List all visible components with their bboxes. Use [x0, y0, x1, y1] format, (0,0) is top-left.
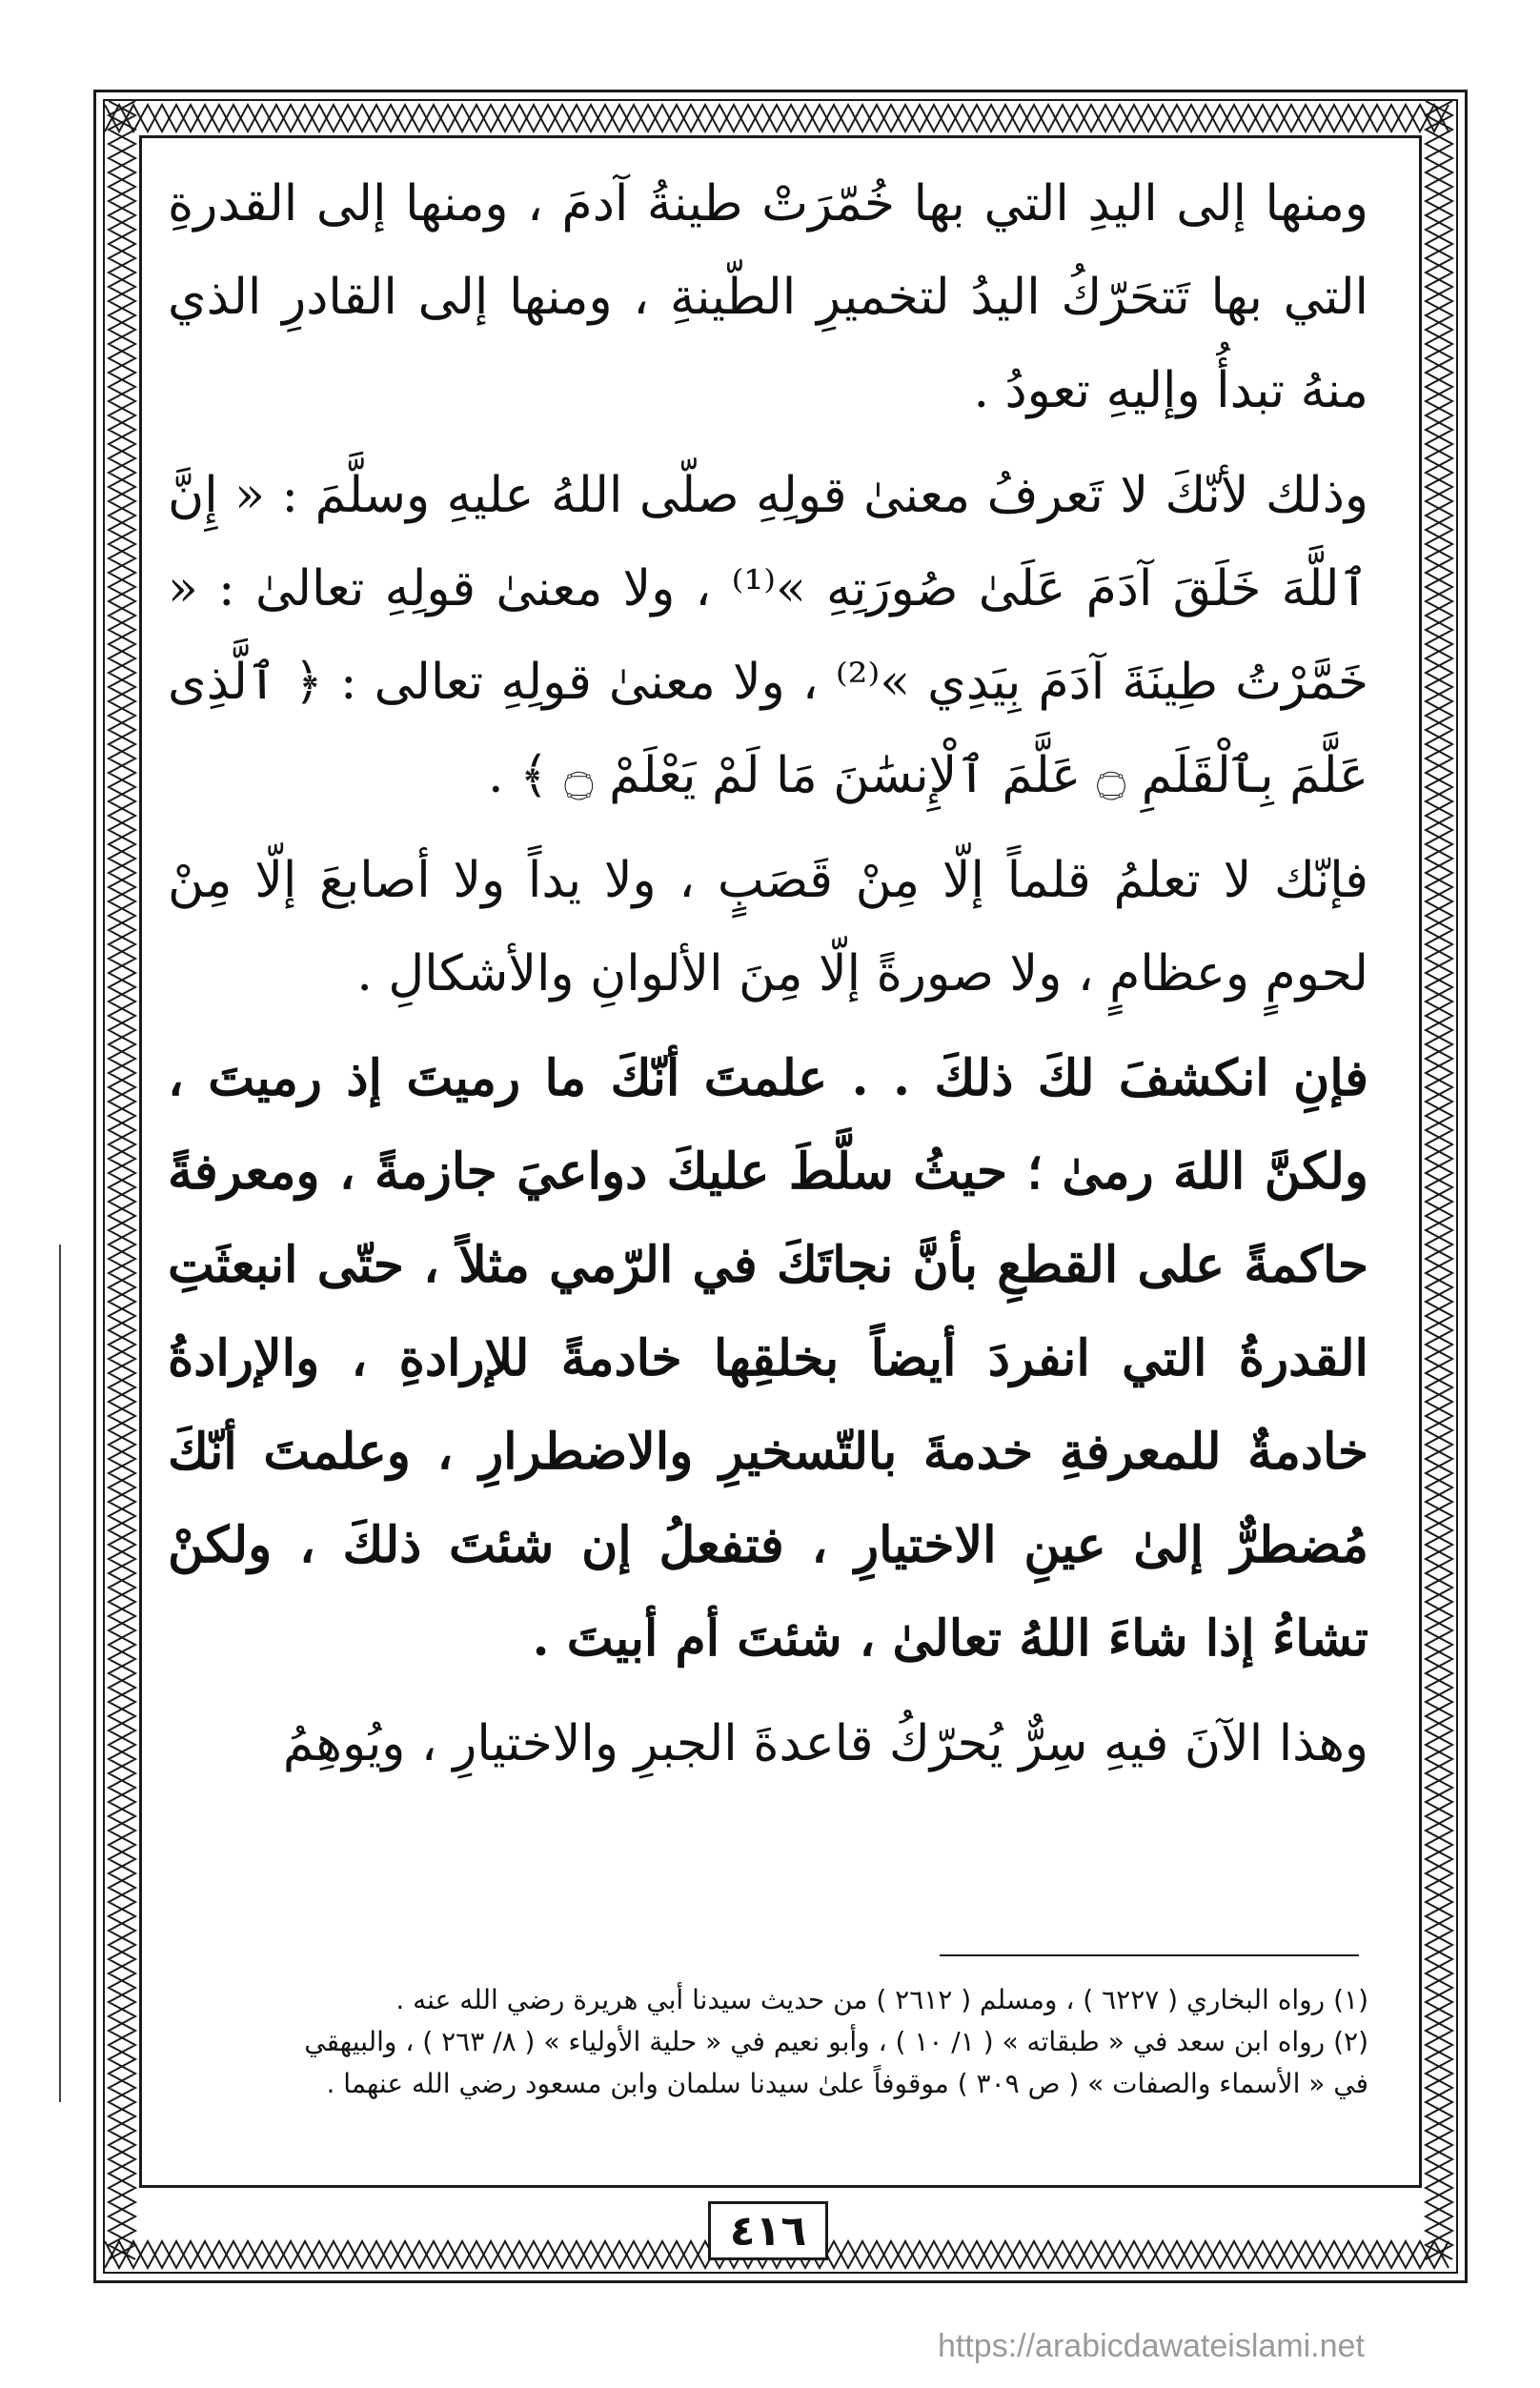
- main-text: [168, 157, 1368, 1802]
- footnote-separator: [940, 1954, 1359, 1956]
- paragraph-4: فإنِ انكشفَ لكَ ذلكَ . . علمتَ أنّكَ ما رميتَ إذ رميتَ ، ولكنَّ اللهَ رمىٰ ؛ حيثُ سلَّطَ عليكَ دواعيَ جازمةً ، ومعرفةً حاكمةً على القطعِ بأنَّ نجاتَكَ في الرّمي مثلاً ، حتّى انبعثَتِ القدرةُ التي انفردَ أيضاً بخلقِها خادمةً للإرادةِ ، والإرادةُ خادمةٌ للمعرفةِ خدمةَ بالتّسخيرِ والاضطرارِ ، وعلمتَ أنّكَ مُضطرٌّ إلىٰ عينِ الاختيارِ ، فتفعلُ إن شئتَ ذلكَ ، ولكنْ تشاءُ إذا شاءَ اللهُ تعالىٰ ، شئتَ أم أبيتَ .: [168, 1049, 1368, 1668]
- paragraph-2: وذلك لأنّكَ لا تَعرفُ معنىٰ قولِهِ صلّى اللهُ عليهِ وسلَّمَ : « إِنَّ ٱللَّهَ خَلَقَ آدَمَ عَلَىٰ صُورَتِهِ »⁽¹⁾ ، ولا معنىٰ قولِهِ تعالىٰ : « خَمَّرْتُ طِينَةَ آدَمَ بِيَدِي »⁽²⁾ ، ولا معنىٰ قولِهِ تعالى : ﴿ ٱلَّذِى عَلَّمَ بِٱلْقَلَمِ ۝ عَلَّمَ ٱلْإِنسَٰنَ مَا لَمْ يَعْلَمْ ۝ ﴾ .: [168, 467, 1369, 804]
- page-number: ٤١٦: [708, 2201, 828, 2260]
- paragraph-3: فإنّك لا تعلمُ قلماً إلّا مِنْ قَصَبٍ ، ولا يداً ولا أصابعَ إلّا مِنْ لحومٍ وعظامٍ ، ولا صورةً إلّا مِنَ الألوانِ والأشكالِ .: [168, 852, 1368, 1002]
- footnotes: [177, 1979, 1368, 2105]
- watermark-url: https://arabicdawateislami.net: [938, 2328, 1365, 2364]
- paragraph-1: ومنها إلى اليدِ التي بها خُمّرَتْ طينةُ آدمَ ، ومنها إلى القدرةِ التي بها تَتحَرّكُ اليدُ لتخميرِ الطّينةِ ، ومنها إلى القادرِ الذي منهُ تبدأُ وإليهِ تعودُ .: [168, 175, 1368, 419]
- footnote-3: في « الأسماء والصفات » ( ص ٣٠٩ ) موقوفاً علىٰ سيدنا سلمان وابن مسعود رضي الله عنهما .: [326, 2068, 1368, 2099]
- footnote-1: (١) رواه البخاري ( ٦٢٢٧ ) ، ومسلم ( ٢٦١٢ ) من حديث سيدنا أبي هريرة رضي الله عنه .: [395, 1984, 1368, 2015]
- scan-edge-line: [59, 1245, 61, 2102]
- footnote-2: (٢) رواه ابن سعد في « طبقاته » ( ١/ ١٠ ) ، وأبو نعيم في « حلية الأولياء » ( ٨/ ٢٦٣ ) ، والبيهقي: [304, 2026, 1368, 2057]
- paragraph-5: وهذا الآنَ فيهِ سِرٌّ يُحرّكُ قاعدةَ الجبرِ والاختيارِ ، ويُوهِمُ: [282, 1715, 1368, 1772]
